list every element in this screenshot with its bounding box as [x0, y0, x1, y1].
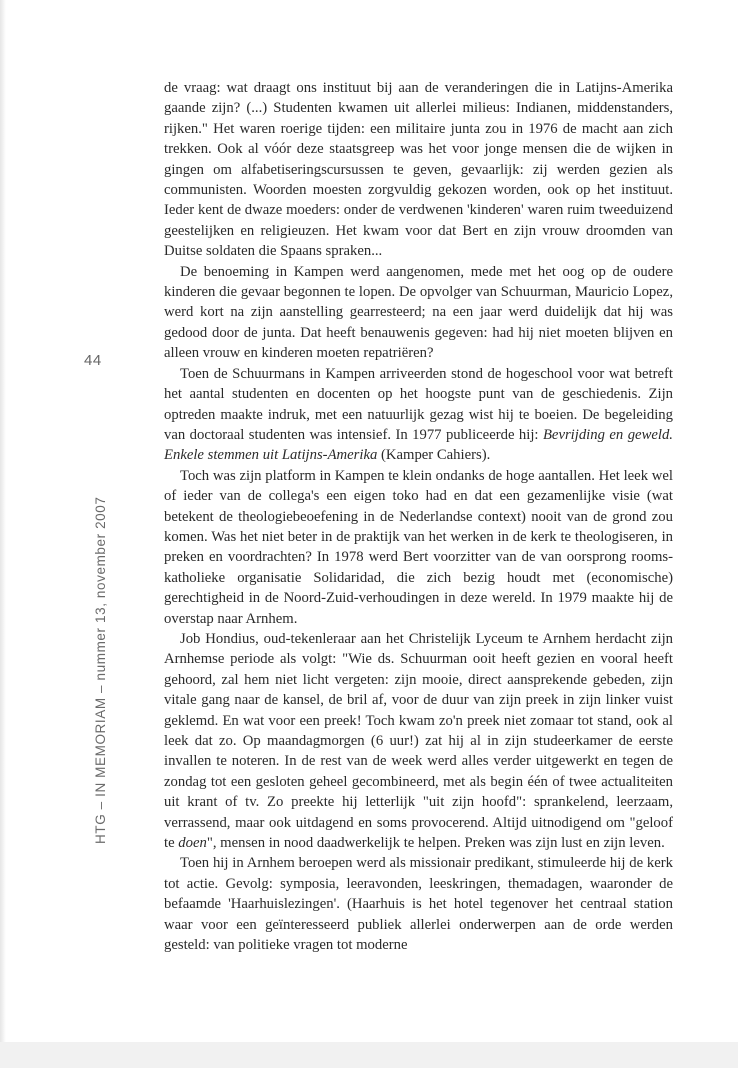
- running-head: HTG – IN MEMORIAM – nummer 13, november 2007: [93, 496, 108, 844]
- paragraph: Toch was zijn platform in Kampen te klein ondanks de hoge aantallen. Het leek wel of ieder van de collega's een eigen toko had en dat een gezamenlijke visie (wat betekent de theologiebeoefening in de Nederlandse context) nooit van de grond zou komen. Was het niet beter in de praktijk van het werken in de kerk te theologiseren, in preken en voordrachten? In 1978 werd Bert voorzitter van de van oorsprong rooms-katholieke organisatie Solidaridad, die zich bezig houdt met (economische) gerechtigheid in de Noord-Zuid-verhoudingen in deze wereld. In 1979 maakte hij de overstap naar Arnhem.: [164, 467, 673, 627]
- text-run: Job Hondius, oud-tekenleraar aan het Christelijk Lyceum te Arnhem herdacht zijn Arnhemse periode als volgt: "Wie ds. Schuurman ooit heeft gezien en vooral heeft gehoord, zal hem niet licht vergeten: zijn mooie, direct aansprekende gebeden, zijn vitale gang naar de kansel, de bril af, voor de duur van zijn preek in zijn linker vuist geklemd. En wat voor een preek! Toch kwam zo'n preek niet zomaar tot stand, ook al leek dat zo. Op maandagmorgen (6 uur!) zat hij al in zijn studeerkamer de eerste invallen te noteren. In de rest van de week werd alles verder uitgewerkt en tegen de zondag tot een gesloten geheel gecombineerd, met als begin één of twee actualiteiten uit krant of tv. Zo preekte hij letterlijk "uit zijn hoofd": sprankelend, leerzaam, verrassend, maar ook uitdagend en soms provocerend. Altijd uitnodigend om "geloof te: [164, 630, 673, 852]
- text-run: (Kamper Cahiers).: [377, 447, 491, 464]
- page-edge-shadow: [0, 0, 6, 1068]
- text-run: ", mensen in nood daadwerkelijk te helpen. Preken was zijn lust en zijn leven.: [206, 835, 665, 852]
- page-number: 44: [84, 352, 102, 369]
- page-bottom-band: [0, 1042, 738, 1068]
- emphasis: doen: [178, 835, 207, 852]
- paragraph: Toen hij in Arnhem beroepen werd als missionair predikant, stimuleerde hij de kerk tot actie. Gevolg: symposia, leeravonden, leeskringen, themadagen, waaronder de befaamde 'Haarhuislezingen'. (Haarhuis is het hotel tegenover het centraal station waar voor een geïnteresseerd publiek allerlei onderwerpen aan de orde werden gesteld: van politieke vragen tot moderne: [164, 855, 673, 954]
- paragraph: de vraag: wat draagt ons instituut bij aan de veranderingen die in Latijns-Amerika gaande zijn? (...) Studenten kwamen uit allerlei milieus: Indianen, middenstanders, rijken." Het waren roerige tijden: een militaire junta zou in 1976 de macht aan zich trekken. Ook al vóór deze staatsgreep was het voor jonge mensen die de wijken in gingen om alfabetiseringscursussen te geven, gevaarlijk: zij werden gezien als communisten. Woorden moesten zorgvuldig gekozen worden, ook op het instituut. Ieder kent de dwaze moeders: onder de verdwenen 'kinderen' waren ruim tweeduizend geestelijken en religieuzen. Het kwam voor dat Bert en zijn vrouw droomden van Duitse soldaten die Spaans spraken...: [164, 80, 673, 260]
- text-run: Toen de Schuurmans in Kampen arriveerden stond de hogeschool voor wat betreft het aantal studenten en docenten op het hoogste punt van de geschiedenis. Zijn optreden maakte indruk, met een natuurlijk gezag wist hij te boeien. De begeleiding van doctoraal studenten was intensief. In 1977 publiceerde hij:: [164, 365, 673, 443]
- book-title: Bevrijding en geweld. Enkele stemmen uit Latijns-Amerika: [164, 426, 673, 464]
- paragraph: [164, 364, 673, 466]
- paragraph: [164, 629, 673, 853]
- paragraph: De benoeming in Kampen werd aangenomen, mede met het oog op de oudere kinderen die gevaar begonnen te lopen. De opvolger van Schuurman, Mauricio Lopez, werd kort na zijn aanstelling gearresteerd; na een jaar werd duidelijk dat hij was gedood door de junta. Dat heeft benauwenis gegeven: had hij niet moeten blijven en alleen vrouw en kinderen moeten repatriëren?: [164, 263, 673, 362]
- body-text: [164, 78, 673, 955]
